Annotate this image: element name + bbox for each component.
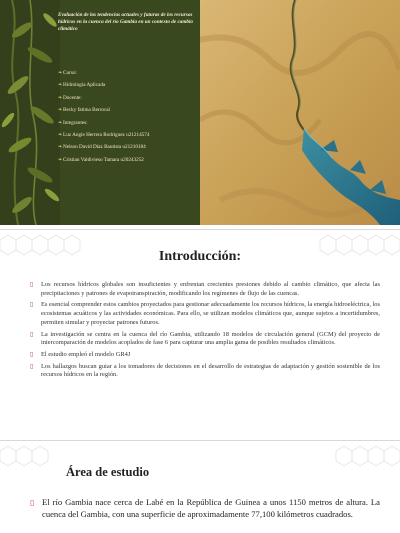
list-item: ▯ Los hallazgos buscan guiar a los tomadores de decisiones en el desarrollo de estrategias de adaptación y gestión sostenible de los recursos hídricos en la región.: [30, 362, 380, 379]
satellite-river-image: [200, 0, 400, 225]
list-item: ▯ El estudio empleó el modelo GR4J: [30, 350, 131, 358]
leaf-bullet-icon: ❧: [58, 95, 63, 101]
introduction-heading: Introducción:: [158, 249, 242, 264]
study-area-body: [30, 497, 380, 520]
leaf-bullet-icon: ❧: [58, 108, 63, 114]
list-item: ▯ Los recursos hídricos globales son insuficientes y enfrentan crecientes presiones debido al cambio climático, que afecta las precipitaciones y patrones de evapotranspiración, modificando los regímenes de flujo de las cuencas.: [30, 281, 380, 297]
list-item: ❧Luz Angie Herrera Rodriguez u21214574: [58, 131, 150, 138]
presentation-title: Evaluación de las tendencias actuales y futuras de los recursos hídricos en la cuenca del río Gambia en un contexto de cambio climático: [58, 12, 194, 33]
leaf-bullet-icon: ❧: [58, 157, 63, 163]
square-bullet-icon: ▯: [30, 498, 35, 507]
square-bullet-icon: ▯: [30, 331, 34, 338]
leaf-bullet-icon: ❧: [58, 132, 63, 138]
leaf-bullet-icon: ❧: [58, 120, 63, 126]
list-item: ❧Nelson David Díaz Bautista u21210184: [58, 144, 146, 151]
list-item: ❧Hidrología Aplicada: [58, 82, 106, 89]
study-area-slide: [0, 440, 400, 533]
leaf-decoration-icon: [0, 0, 63, 225]
hexagon-pattern-decoration: [0, 441, 400, 481]
leaf-bullet-icon: ❧: [58, 145, 63, 151]
introduction-body: [30, 281, 380, 383]
title-slide-list: [58, 70, 149, 169]
list-item: ❧Curso:: [58, 70, 77, 76]
leaf-bullet-icon: ❧: [58, 83, 63, 89]
square-bullet-icon: ▯: [30, 302, 34, 309]
list-item: ❧Integrantes:: [58, 119, 88, 126]
square-bullet-icon: ▯: [30, 363, 34, 370]
study-area-heading: Área de estudio: [66, 465, 150, 479]
list-item: ▯ Es esencial comprender estos cambios proyectados para gestionar adecuadamente los recursos hídricos, la energía hidroeléctrica, los ecosistemas acuáticos y las actividades económicas. Para ello, se utilizan modelos climáticos que, aunque sujetos a incertidumbres, permiten simular y proyectar patrones futuros.: [30, 301, 380, 326]
list-item: ❧Docente:: [58, 94, 82, 101]
list-item: ❧Becky fatima Berrocal: [58, 107, 110, 114]
list-item: ❧Cristian Valdivieso Tamara u20243252: [58, 156, 144, 163]
leaf-bullet-icon: ❧: [58, 71, 63, 76]
introduction-slide: [0, 229, 400, 438]
title-slide-text-panel: [0, 0, 200, 225]
square-bullet-icon: ▯: [30, 282, 34, 288]
list-item: ▯ La investigación se centra en la cuenca del río Gambia, utilizando 18 modelos de circulación general (GCM) del proyecto de intercomparación de modelos acoplados de fase 6 para capturar una amplia gama de posibles resultados climáticos.: [30, 330, 380, 347]
square-bullet-icon: ▯: [30, 351, 34, 358]
list-item: ▯ El río Gambia nace cerca de Labé en la República de Guinea a unos 1150 metros de altura. La cuenca del Gambia, con una superficie de aproximadamente 77,100 kilómetros cuadrados.: [30, 497, 380, 519]
title-slide: [0, 0, 400, 225]
